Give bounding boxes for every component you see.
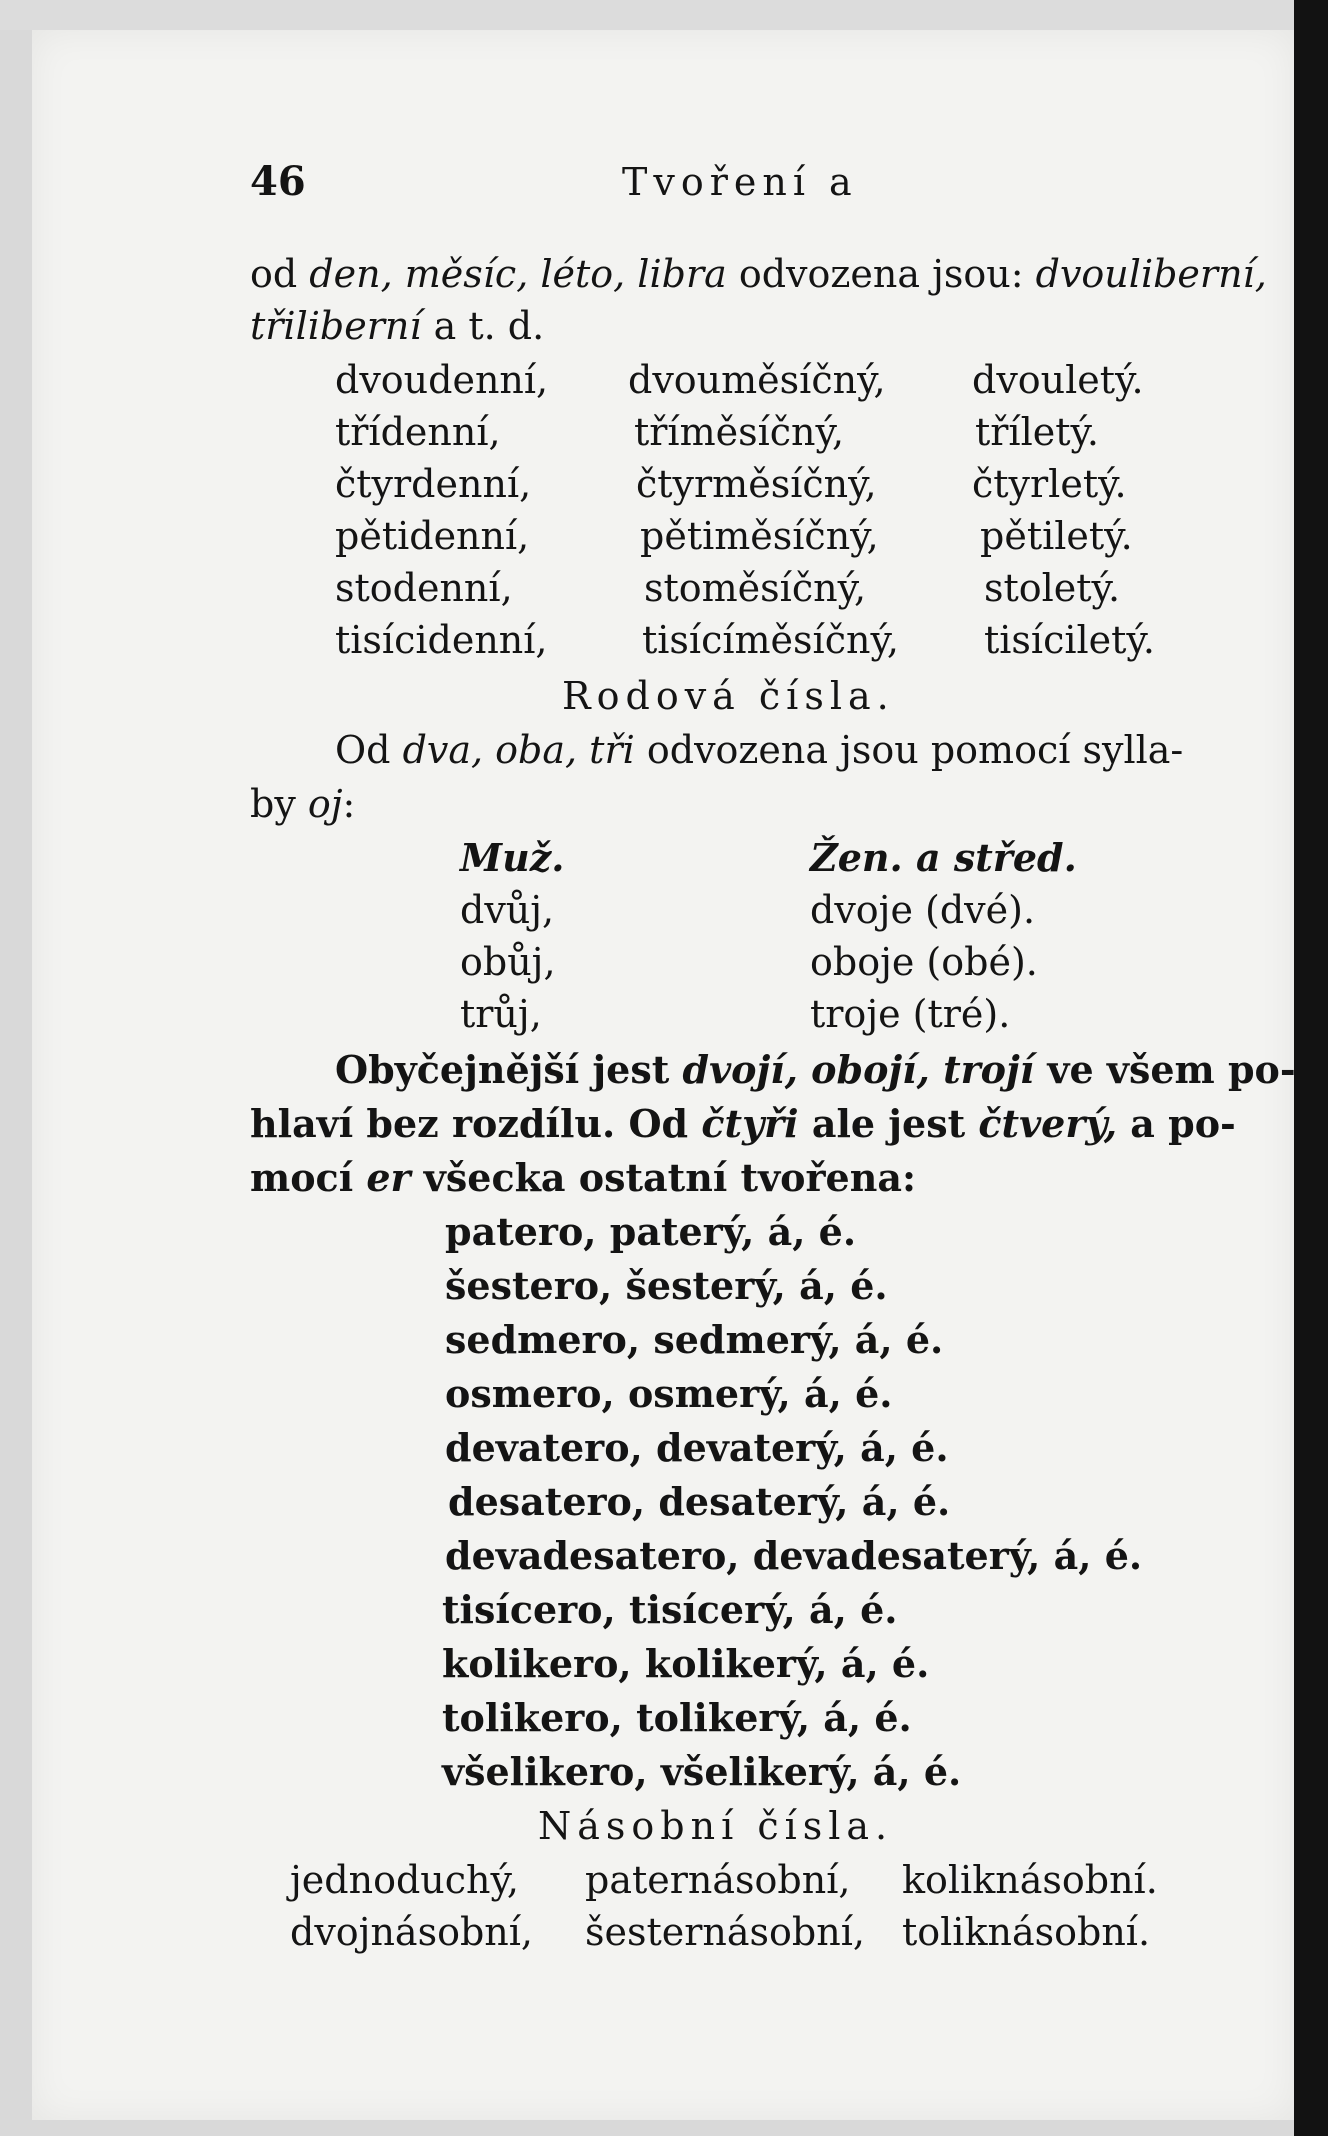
compound-day: čtyrdenní, <box>335 462 532 506</box>
scan-binding-edge <box>1294 0 1328 2136</box>
common-l2e: a po- <box>1117 1101 1236 1146</box>
gender-masc-form: trůj, <box>460 992 542 1036</box>
common-paragraph-line-2 <box>250 1102 1236 1146</box>
common-l1a: Obyčejnější jest <box>335 1047 683 1092</box>
er-list-item: desatero, desaterý, á, é. <box>448 1479 951 1524</box>
intro-example-1: dvouliberní, <box>1035 252 1267 296</box>
scan-top-margin <box>0 0 1328 30</box>
intro-example-2: třiliberní <box>250 304 422 348</box>
gender-para-line2-end: : <box>342 782 356 826</box>
er-list-item: všelikero, všelikerý, á, é. <box>442 1749 962 1794</box>
intro-line-2 <box>250 304 544 348</box>
section-title-multiple: Násobní čísla. <box>538 1804 894 1848</box>
multiple-word: paternásobní, <box>585 1858 851 1902</box>
intro-mid: odvozena jsou: <box>726 252 1036 296</box>
common-paragraph-line-1 <box>335 1048 1296 1092</box>
compound-month: čtyrměsíčný, <box>636 462 877 506</box>
common-l2d: čtverý, <box>978 1101 1118 1146</box>
er-list-item: kolikero, kolikerý, á, é. <box>442 1641 930 1686</box>
gender-paragraph-line-2 <box>250 782 355 826</box>
gender-fem-form: oboje (obé). <box>810 940 1038 984</box>
compound-day: třídenní, <box>335 410 501 454</box>
compound-month: tisícíměsíčný, <box>642 618 899 662</box>
common-l3a: mocí <box>250 1155 367 1200</box>
column-header-feminine-neuter: Žen. a střed. <box>810 835 1077 880</box>
gender-paragraph-line-1 <box>335 728 1183 772</box>
er-list-item: sedmero, sedmerý, á, é. <box>445 1317 944 1362</box>
compound-year: pětiletý. <box>980 514 1133 558</box>
section-title-gender: Rodová čísla. <box>562 674 895 718</box>
compound-year: dvouletý. <box>972 358 1144 402</box>
intro-line-1 <box>250 252 1267 296</box>
column-header-masculine: Muž. <box>460 835 565 880</box>
running-title: Tvoření a <box>622 160 858 204</box>
compound-year: tříletý. <box>975 410 1100 454</box>
er-list-item: šestero, šesterý, á, é. <box>445 1263 888 1308</box>
multiple-word: šesternásobní, <box>585 1910 865 1954</box>
intro-post: a t. d. <box>421 304 545 348</box>
compound-year: stoletý. <box>984 566 1121 610</box>
gender-para-words: dva, oba, tři <box>402 728 635 772</box>
common-l1b: dvojí, obojí, trojí <box>682 1047 1035 1092</box>
common-l1c: ve všem po- <box>1034 1047 1296 1092</box>
intro-words: den, měsíc, léto, libra <box>309 252 727 296</box>
intro-pre: od <box>250 252 310 296</box>
common-paragraph-line-3 <box>250 1156 916 1200</box>
multiple-word: koliknásobní. <box>902 1858 1158 1902</box>
er-list-item: tolikero, tolikerý, á, é. <box>442 1695 912 1740</box>
gender-fem-form: troje (tré). <box>810 992 1011 1036</box>
multiple-word: dvojnásobní, <box>290 1910 533 1954</box>
gender-masc-form: dvůj, <box>460 888 555 932</box>
common-l2c: ale jest <box>798 1101 979 1146</box>
er-list-item: patero, paterý, á, é. <box>445 1209 857 1254</box>
multiple-word: jednoduchý, <box>290 1858 520 1902</box>
compound-day: dvoudenní, <box>335 358 549 402</box>
gender-para-start: Od <box>335 728 403 772</box>
er-list-item: devatero, devaterý, á, é. <box>445 1425 949 1470</box>
gender-para-line2-start: by <box>250 782 308 826</box>
compound-year: čtyrletý. <box>972 462 1127 506</box>
common-l3b: er <box>366 1155 411 1200</box>
common-l2b: čtyři <box>701 1101 799 1146</box>
compound-year: tisíciletý. <box>984 618 1155 662</box>
er-list-item: devadesatero, devadesaterý, á, é. <box>445 1533 1143 1578</box>
er-list-item: osmero, osmerý, á, é. <box>445 1371 893 1416</box>
er-list-item: tisícero, tisícerý, á, é. <box>442 1587 898 1632</box>
compound-month: stoměsíčný, <box>644 566 867 610</box>
common-l2a: hlaví bez rozdílu. Od <box>250 1101 702 1146</box>
multiple-word: toliknásobní. <box>902 1910 1151 1954</box>
compound-day: pětidenní, <box>335 514 530 558</box>
gender-para-rest: odvozena jsou pomocí sylla- <box>634 728 1184 772</box>
gender-fem-form: dvoje (dvé). <box>810 888 1036 932</box>
compound-month: dvouměsíčný, <box>628 358 886 402</box>
common-l3c: všecka ostatní tvořena: <box>410 1155 916 1200</box>
compound-month: pětiměsíčný, <box>640 514 879 558</box>
page-number: 46 <box>250 158 306 205</box>
gender-para-oj: oj <box>307 782 343 826</box>
compound-month: tříměsíčný, <box>634 410 845 454</box>
gender-masc-form: obůj, <box>460 940 556 984</box>
compound-day: stodenní, <box>335 566 513 610</box>
compound-day: tisícidenní, <box>335 618 548 662</box>
